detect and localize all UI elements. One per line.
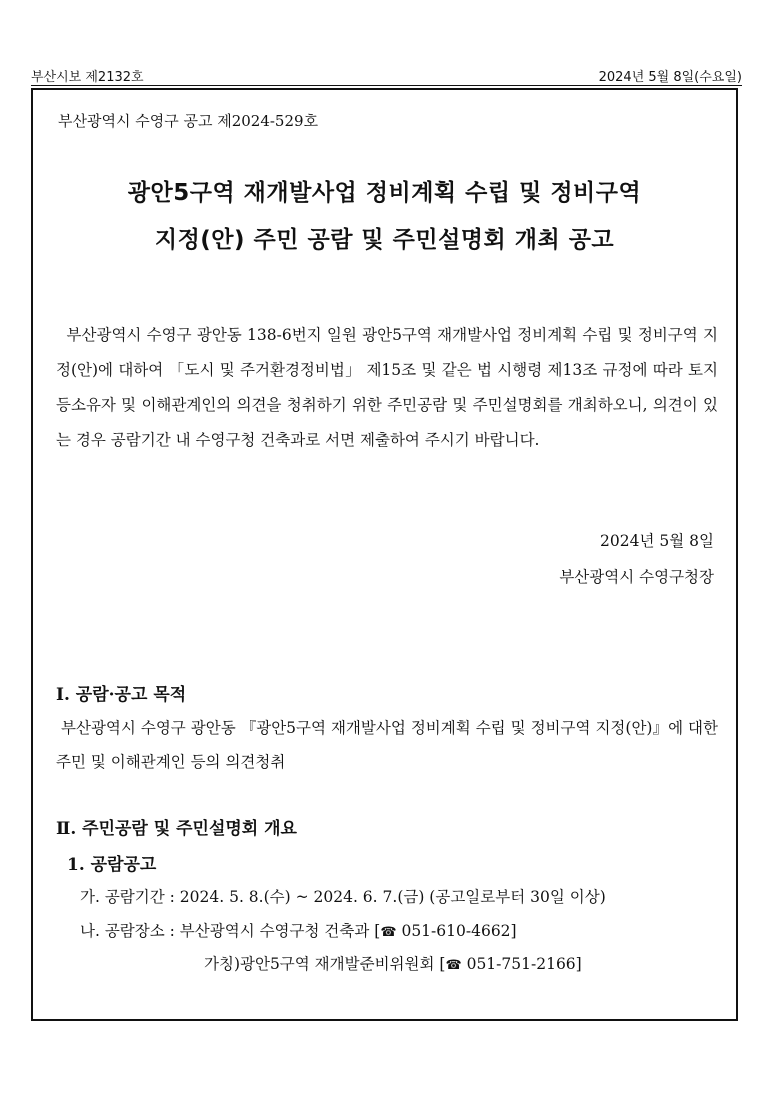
section1-heading: Ⅰ. 공람·공고 목적: [56, 685, 187, 705]
notice-intro: [56, 318, 718, 458]
section1-body: [56, 711, 718, 779]
review-place-2: [204, 952, 582, 974]
notice-intro-text: 부산광역시 수영구 광안동 138-6번지 일원 광안5구역 재개발사업 정비계획 수립 및 정비구역 지정(안)에 대하여 「도시 및 주거환경정비법」 제15조 및 같은 법 시행령 제13조 규정에 따라 토지등소유자 및 이해관계인의 의견을 청취하기 위한 주민공람 및 주민설명회를 개최하오니, 의견이 있는 경우 공람기간 내 수영구청 건축과로 서면 제출하여 주시기 바랍니다.: [56, 326, 718, 449]
gazette-date: 2024년 5월 8일(수요일): [598, 70, 742, 85]
notice-date: 2024년 5월 8일: [600, 532, 714, 550]
section2-heading: Ⅱ. 주민공람 및 주민설명회 개요: [56, 819, 297, 839]
notice-title-line1: 광안5구역 재개발사업 정비계획 수립 및 정비구역: [127, 180, 642, 206]
notice-title-line2: 지정(안) 주민 공람 및 주민설명회 개최 공고: [154, 227, 615, 253]
notice-issuer: 부산광역시 수영구청장: [559, 568, 714, 586]
section2-sub1-heading: 1. 공람공고: [67, 855, 157, 875]
notice-number: 부산광역시 수영구 공고 제2024-529호: [58, 112, 319, 130]
review-place-2-phone: 051-751-2166]: [466, 955, 582, 973]
notice-frame: [31, 88, 738, 1021]
review-place-1: [80, 919, 517, 941]
phone-icon: ☎: [380, 925, 397, 940]
review-place-2-text: 가칭)광안5구역 재개발준비위원회 [: [204, 955, 446, 973]
review-period: 가. 공람기간 : 2024. 5. 8.(수) ~ 2024. 6. 7.(금) (공고일로부터 30일 이상): [80, 888, 606, 906]
gazette-header: [31, 66, 742, 86]
phone-icon: ☎: [445, 958, 462, 973]
section1-body-text: 부산광역시 수영구 광안동 『광안5구역 재개발사업 정비계획 수립 및 정비구역 지정(안)』에 대한 주민 및 이해관계인 등의 의견청취: [56, 719, 718, 771]
review-place-1-text: 나. 공람장소 : 부산광역시 수영구청 건축과 [: [80, 922, 381, 940]
gazette-issue: 부산시보 제2132호: [31, 70, 144, 85]
review-place-1-phone: 051-610-4662]: [401, 922, 517, 940]
